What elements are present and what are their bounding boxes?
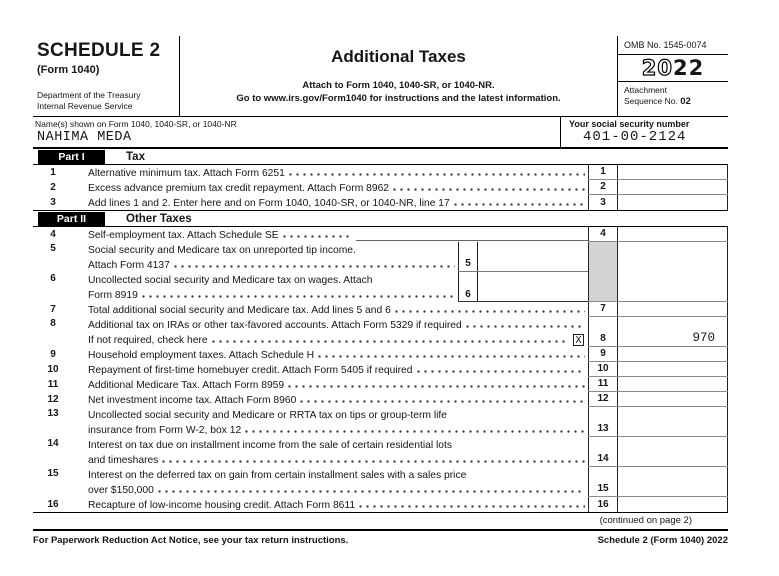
line-2-row	[33, 180, 728, 195]
line-6-box: 6	[458, 272, 478, 302]
line-15-row	[33, 467, 728, 497]
line-14-text2: and timeshares	[88, 455, 159, 467]
identity-row	[33, 117, 728, 149]
dot-leader	[283, 234, 351, 239]
line-1-box: 1	[588, 165, 618, 179]
form-id: Schedule 2 (Form 1040) 2022	[597, 535, 728, 547]
omb-number: OMB No. 1545-0074	[618, 36, 728, 55]
dot-leader	[466, 324, 585, 329]
part1-chip: Part I	[38, 150, 105, 164]
line-9-text: Household employment taxes. Attach Schedule H	[88, 350, 315, 362]
line-4-text: Self-employment tax. Attach Schedule SE	[88, 230, 279, 242]
part1-table	[33, 165, 728, 211]
line-4-amount-field[interactable]	[618, 227, 728, 241]
line-11-box: 11	[588, 377, 618, 391]
line-10-box: 10	[588, 362, 618, 376]
line-16-number: 16	[47, 499, 59, 511]
line-10-amount-field[interactable]	[618, 362, 728, 376]
write-in-line	[356, 227, 588, 241]
line-4-row	[33, 227, 728, 242]
line-12-box: 12	[588, 392, 618, 406]
header-left-block	[33, 36, 180, 116]
shaded-number-cell	[588, 242, 618, 301]
instructions-note: Go to www.irs.gov/Form1040 for instructions and the latest information.	[236, 93, 561, 104]
form-subtitle: (Form 1040)	[37, 64, 100, 76]
paperwork-notice: For Paperwork Reduction Act Notice, see your tax return instructions.	[33, 535, 349, 547]
line-3-row	[33, 195, 728, 210]
line-6-number: 6	[50, 273, 56, 285]
line-9-amount-field[interactable]	[618, 347, 728, 361]
dot-leader	[288, 384, 585, 389]
tax-year-suffix: 22	[673, 56, 705, 80]
line-1-number: 1	[50, 167, 56, 179]
tax-year	[618, 55, 728, 82]
name-field[interactable]: NAHIMA MEDA	[37, 130, 132, 146]
line-15-number: 15	[47, 468, 59, 480]
lines-5-6-block	[33, 242, 728, 302]
sequence-label: Sequence No.	[624, 96, 681, 107]
line-16-box: 16	[588, 497, 618, 512]
line-15-text2: over $150,000	[88, 485, 154, 497]
line-11-amount-field[interactable]	[618, 377, 728, 391]
line-10-number: 10	[47, 364, 59, 376]
dot-leader	[289, 172, 585, 177]
line-9-row	[33, 347, 728, 362]
dot-leader	[359, 504, 585, 509]
line-15-amount-field[interactable]	[618, 467, 728, 496]
line-13-row	[33, 407, 728, 437]
dot-leader	[395, 309, 585, 314]
line-14-box: 14	[588, 437, 618, 466]
footer-row	[33, 531, 728, 546]
line-7-text: Total additional social security and Medicare tax. Add lines 5 and 6	[88, 305, 391, 317]
dot-leader	[212, 339, 568, 344]
line-12-text: Net investment income tax. Attach Form 8960	[88, 395, 297, 407]
header-center-block	[180, 36, 617, 116]
line-6-text2: Form 8919	[88, 290, 138, 302]
line-12-amount-field[interactable]	[618, 392, 728, 406]
name-cell	[33, 117, 560, 147]
line-11-text: Additional Medicare Tax. Attach Form 8959	[88, 380, 285, 392]
agency-lines	[37, 90, 173, 111]
line-1-text: Alternative minimum tax. Attach Form 6251	[88, 168, 285, 180]
line-14-number: 14	[47, 438, 59, 450]
ssn-field[interactable]: 401-00-2124	[583, 129, 687, 146]
line-6-amount-field[interactable]	[478, 272, 588, 302]
line-13-text: Uncollected social security and Medicare or RRTA tax on tips or group-term life	[88, 410, 448, 422]
line-3-box: 3	[588, 195, 618, 210]
line-1-amount-field[interactable]	[618, 165, 728, 179]
line-15-box: 15	[588, 467, 618, 496]
line-14-amount-field[interactable]	[618, 437, 728, 466]
part1-title: Tax	[126, 150, 145, 163]
line-2-amount-field[interactable]	[618, 180, 728, 194]
line-16-text: Recapture of low-income housing credit. Attach Form 8611	[88, 500, 356, 512]
form-header	[33, 36, 728, 117]
dot-leader	[245, 429, 585, 434]
shaded-amount-cell	[618, 242, 728, 301]
line-5-box: 5	[458, 242, 478, 271]
line-13-box: 13	[588, 407, 618, 436]
line-10-text: Repayment of first-time homebuyer credit. Attach Form 5405 if required	[88, 365, 413, 377]
continued-note: (continued on page 2)	[599, 515, 692, 527]
agency-line-1: Department of the Treasury	[37, 90, 141, 100]
line-7-amount-field[interactable]	[618, 302, 728, 316]
line-14-text: Interest on tax due on installment income from the sale of certain residential lots	[88, 440, 453, 452]
name-label: Name(s) shown on Form 1040, 1040-SR, or 1040-NR	[35, 119, 237, 130]
dot-leader	[162, 459, 585, 464]
part2-table	[33, 227, 728, 513]
part2-title: Other Taxes	[126, 212, 192, 225]
line-11-number: 11	[47, 379, 59, 391]
form-sheet	[33, 36, 728, 546]
dot-leader	[174, 264, 455, 269]
attachment-sequence	[618, 82, 728, 111]
dot-leader	[142, 294, 455, 299]
line-8-checkbox[interactable]: X	[573, 334, 584, 346]
line-3-amount-field[interactable]	[618, 195, 728, 210]
line-5-amount-field[interactable]	[478, 242, 588, 271]
line-16-row	[33, 497, 728, 512]
line-3-text: Add lines 1 and 2. Enter here and on Form 1040, 1040-SR, or 1040-NR, line 17	[88, 198, 450, 210]
line-1-row	[33, 165, 728, 180]
line-8-text: Additional tax on IRAs or other tax-favored accounts. Attach Form 5329 if required	[88, 320, 462, 332]
line-3-number: 3	[50, 197, 56, 209]
line-13-text2: insurance from Form W-2, box 12	[88, 425, 242, 437]
line-8-text2: If not required, check here	[88, 335, 208, 347]
line-11-row	[33, 377, 728, 392]
form-title: Additional Taxes	[331, 47, 466, 66]
line-9-box: 9	[588, 347, 618, 361]
line-8-amount-field[interactable]: 970	[618, 317, 728, 346]
line-4-box: 4	[588, 227, 618, 241]
sequence-line	[624, 96, 726, 108]
line-13-number: 13	[47, 408, 59, 420]
part2-bar	[33, 211, 728, 227]
tax-year-prefix: 20	[641, 56, 673, 80]
line-12-number: 12	[47, 394, 59, 406]
schedule-title: SCHEDULE 2	[37, 40, 161, 61]
line-6-text: Uncollected social security and Medicare tax on wages. Attach	[88, 275, 373, 287]
attach-note: Attach to Form 1040, 1040-SR, or 1040-NR.	[302, 80, 495, 91]
agency-line-2: Internal Revenue Service	[37, 100, 133, 111]
dot-leader	[318, 354, 585, 359]
line-8-row	[33, 317, 728, 347]
line-15-text: Interest on the deferred tax on gain from certain installment sales with a sales price	[88, 470, 467, 482]
line-9-number: 9	[50, 349, 56, 361]
attachment-label: Attachment	[624, 85, 667, 95]
line-2-number: 2	[50, 182, 56, 194]
line-8-box: 8	[588, 317, 618, 346]
ssn-cell	[560, 117, 728, 147]
inner-5-6-table	[458, 242, 588, 302]
line-8-number: 8	[50, 318, 56, 330]
line-5-number: 5	[50, 243, 56, 255]
dot-leader	[300, 399, 585, 404]
part1-bar	[33, 149, 728, 165]
line-14-row	[33, 437, 728, 467]
dot-leader	[393, 187, 585, 192]
ssn-label: Your social security number	[569, 119, 690, 130]
line-7-number: 7	[50, 304, 56, 316]
line-12-row	[33, 392, 728, 407]
header-right-block	[617, 36, 728, 116]
dot-leader	[158, 489, 585, 494]
line-5-text: Social security and Medicare tax on unreported tip income.	[88, 245, 356, 257]
line-5-text2: Attach Form 4137	[88, 260, 170, 272]
sequence-number: 02	[680, 96, 691, 108]
dot-leader	[417, 369, 586, 374]
line-16-amount-field[interactable]	[618, 497, 728, 512]
line-4-number: 4	[50, 229, 56, 241]
line-10-row	[33, 362, 728, 377]
line-7-row	[33, 302, 728, 317]
line-13-amount-field[interactable]	[618, 407, 728, 436]
dot-leader	[454, 202, 585, 207]
part2-chip: Part II	[38, 212, 105, 226]
line-2-text: Excess advance premium tax credit repayment. Attach Form 8962	[88, 183, 390, 195]
line-2-box: 2	[588, 180, 618, 194]
line-7-box: 7	[588, 302, 618, 316]
